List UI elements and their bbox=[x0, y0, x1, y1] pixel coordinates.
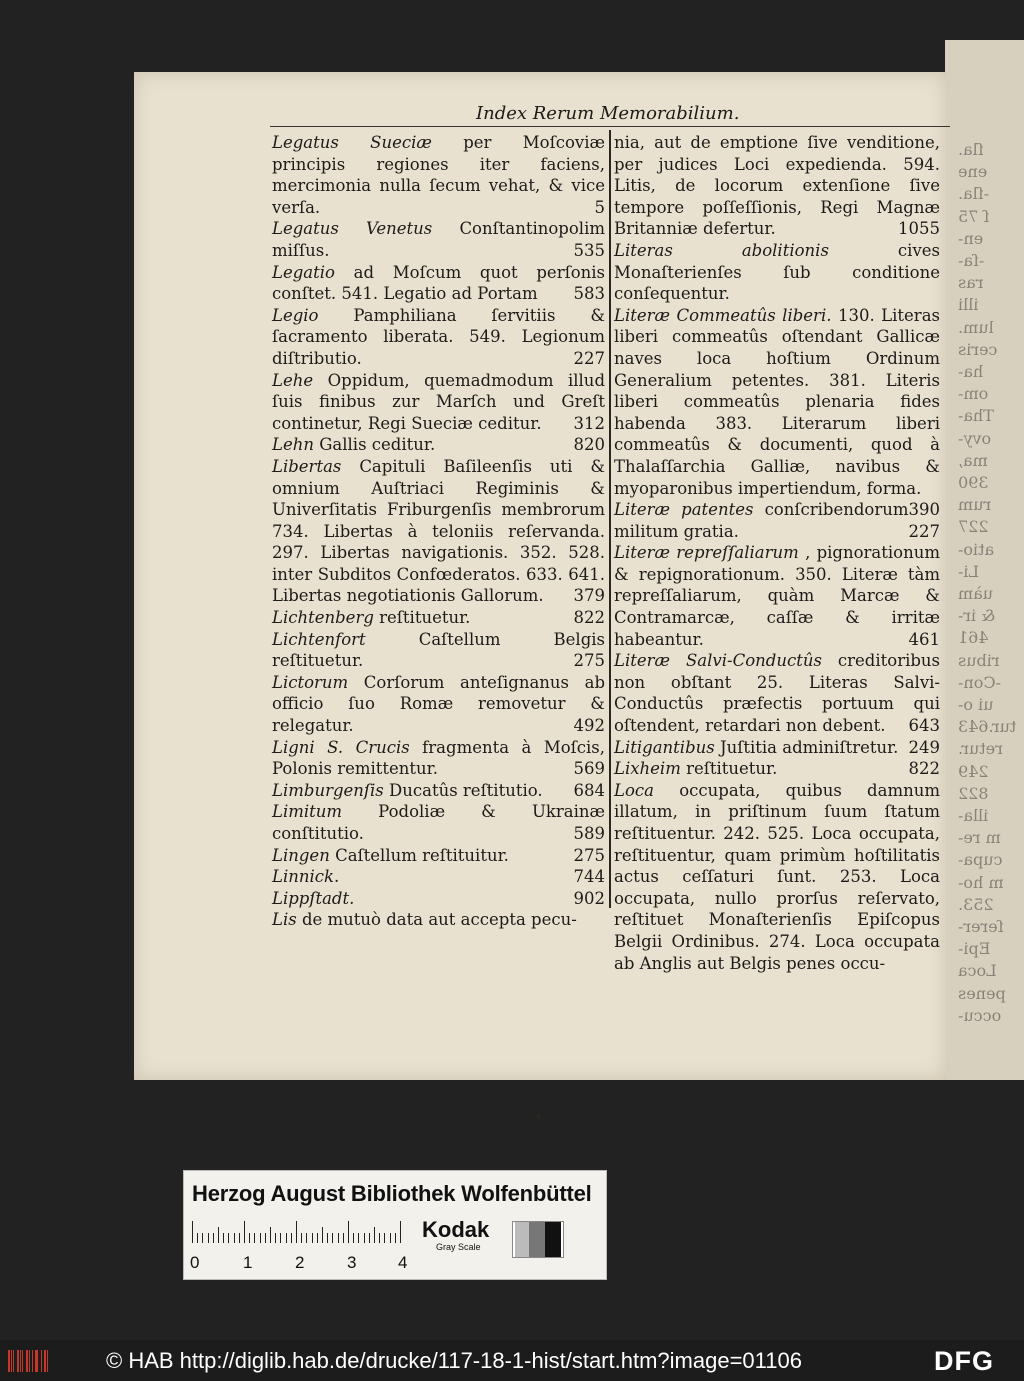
index-column-right bbox=[614, 132, 940, 974]
index-entry bbox=[272, 845, 605, 867]
entry-lemma: Lixheim bbox=[614, 759, 681, 779]
entry-text: fragmenta à Moſcis, Polonis remittentur. bbox=[272, 737, 605, 779]
index-entry bbox=[272, 801, 605, 844]
ghost-line: rum bbox=[958, 495, 992, 515]
entry-lemma: Literas abolitionis bbox=[614, 240, 829, 260]
ruler-tick bbox=[358, 1233, 359, 1243]
index-entry bbox=[614, 780, 940, 974]
ghost-line: m ho- bbox=[958, 872, 1004, 892]
ruler-tick bbox=[322, 1227, 323, 1243]
entry-lemma: Legatus Sueciæ bbox=[272, 133, 432, 152]
ruler-number: 2 bbox=[295, 1253, 305, 1272]
entry-lemma: Lictorum bbox=[272, 672, 349, 692]
entry-page-number: 379 bbox=[573, 586, 605, 606]
entry-lemma: Loca bbox=[614, 780, 654, 800]
ghost-line: en- bbox=[958, 228, 984, 248]
ruler-number: 4 bbox=[398, 1253, 408, 1272]
entry-lemma: Lehe bbox=[272, 370, 314, 390]
page-mark: ▾ bbox=[536, 1110, 543, 1124]
ruler-tick bbox=[327, 1233, 328, 1243]
ghost-line: -ſla. bbox=[958, 184, 990, 204]
index-entry bbox=[272, 132, 605, 218]
ghost-line: cupa- bbox=[958, 850, 1003, 870]
entry-text: reſtituetur. bbox=[379, 608, 471, 628]
ghost-line: ha- bbox=[958, 362, 984, 381]
entry-page-number: 902 bbox=[573, 888, 605, 908]
entry-lemma: Limburgenſis bbox=[272, 780, 384, 800]
hab-barcode-icon bbox=[8, 1350, 50, 1372]
ruler-tick bbox=[218, 1227, 219, 1243]
ruler-tick bbox=[379, 1233, 380, 1243]
index-entry bbox=[272, 888, 605, 910]
ruler-tick bbox=[348, 1221, 349, 1243]
ruler-number: 0 bbox=[190, 1253, 200, 1272]
ruler-number: 1 bbox=[243, 1253, 253, 1272]
ghost-line: 253. bbox=[958, 894, 994, 914]
entry-text: , pignorationum & repignorationum. 350. Literæ tàm repreſſaliarum, quàm Marcæ & Contramarcæ, caſſæ & irritæ habeantur. bbox=[614, 543, 941, 649]
ghost-line: occu- bbox=[958, 1005, 1002, 1025]
index-entry bbox=[614, 758, 940, 780]
entry-text: Gallis ceditur. bbox=[319, 435, 436, 455]
ruler-tick bbox=[306, 1233, 307, 1243]
index-entry bbox=[272, 737, 605, 780]
ruler-tick bbox=[296, 1221, 297, 1243]
ruler-tick bbox=[332, 1233, 333, 1243]
ruler-tick bbox=[364, 1233, 365, 1243]
entry-text: Podoliæ & Ukrainæ conſtitutio. bbox=[272, 802, 605, 843]
entry-text: Conſtantinopolim miſſus. bbox=[272, 219, 605, 260]
entry-text: Caſtellum Belgis reſtituetur. bbox=[272, 629, 606, 671]
ghost-line: -ſa- bbox=[958, 251, 985, 270]
ruler-tick bbox=[249, 1233, 250, 1243]
ghost-line: 822 bbox=[958, 783, 989, 803]
entry-page-number: 227 bbox=[908, 521, 940, 541]
ruler-tick bbox=[312, 1233, 313, 1243]
ghost-line: Li- bbox=[958, 561, 980, 581]
entry-page-number: 583 bbox=[573, 284, 605, 304]
entry-text: 130. Literas liberi commeatûs oſtendant Gallicæ naves loca hoſtium Ordinum Generalium petentes. 381. Literis liberi commeatûs plenaria fides habenda 383. Literarum liberi commeatûs & documenti, quod à Thalaſſarchia Galliæ, navibus & myoparonibus impertiendum, forma. bbox=[614, 305, 940, 498]
index-entry bbox=[272, 262, 605, 305]
ruler-tick bbox=[192, 1221, 193, 1243]
ruler-tick bbox=[400, 1221, 401, 1243]
ruler-tick bbox=[286, 1233, 287, 1243]
running-head: Index Rerum Memorabilium. bbox=[476, 103, 740, 124]
ruler-tick bbox=[353, 1233, 354, 1243]
index-entry bbox=[272, 866, 605, 888]
ruler-tick bbox=[208, 1233, 209, 1243]
entry-page-number: 275 bbox=[573, 845, 605, 865]
entry-page-number: 227 bbox=[573, 348, 605, 368]
index-column-left bbox=[272, 132, 605, 931]
ghost-line: ras bbox=[958, 273, 984, 293]
ghost-line: 249 bbox=[958, 761, 989, 781]
index-entry bbox=[272, 909, 605, 931]
ghost-line: Tha- bbox=[958, 406, 994, 426]
ghost-line: ui o- bbox=[958, 695, 994, 714]
ghost-line: ovy- bbox=[958, 428, 992, 448]
entry-text: Juſtitia adminiſtretur. bbox=[719, 737, 899, 757]
ruler-tick bbox=[280, 1233, 281, 1243]
column-rule bbox=[609, 130, 611, 908]
index-entry bbox=[614, 542, 940, 650]
entry-text: de mutuò data aut accepta pecu- bbox=[301, 910, 577, 930]
ruler-tick bbox=[202, 1233, 203, 1243]
ghost-line: uàm bbox=[958, 584, 994, 603]
entry-text: Oppidum, quemadmodum illud ſuis finibus zur Marſch und Greſt continetur, Regi Sueciæ ceditur. bbox=[272, 370, 606, 433]
entry-lemma: Legio bbox=[272, 305, 319, 325]
entry-text: Pamphiliana ſervitiis & ſacramento liberata. 549. Legionum diſtributio. bbox=[272, 305, 606, 368]
index-entry bbox=[272, 629, 605, 672]
entry-lemma: Lichtenberg bbox=[272, 608, 374, 628]
entry-text: nia, aut de emptione ſive venditione, per judices Loci expedienda. 594. Litis, de locorum extenſione ſive tempore poſſeſſionis, Regi Magnæ Britanniæ defertur. bbox=[614, 133, 940, 239]
ghost-line: ma, bbox=[958, 450, 988, 470]
ghost-line: illi bbox=[958, 295, 979, 315]
ruler-tick bbox=[317, 1233, 318, 1243]
ruler-tick bbox=[270, 1227, 271, 1243]
ghost-line: m re- bbox=[958, 828, 1001, 848]
entry-text: occupata, quibus damnum illatum, in priſtinum ſuum ſtatum reſtituentur. 242. 525. Loca occupata, reſtituentur, quam primùm hoſtilitatis actus ceſſaturi ſunt. 253. Loca occupata, nullo prorſus reſervato, reſtituet Monaſterienſis Epiſcopus Belgii Ordinibus. 274. Loca occupata ab Anglis aut Belgis penes occu- bbox=[614, 780, 940, 973]
entry-text: Capituli Baſileenſis uti & omnium Auſtriaci Regiminis & Univerſitatis Friburgenſis membrorum 734. Libertas à teloniis reſervanda. 297. Libertas navigationis. 352. 528. inter Subditos Confœderatos. 633. 641. Libertas negotiationis Gallorum. bbox=[272, 456, 606, 606]
index-entry bbox=[614, 650, 940, 736]
index-entry bbox=[272, 218, 605, 261]
ghost-line: retur. bbox=[958, 739, 1003, 759]
entry-lemma: Lingen bbox=[272, 845, 330, 865]
ruler-tick bbox=[244, 1221, 245, 1243]
copyright-url[interactable]: © HAB http://diglib.hab.de/drucke/117-18-1-hist/start.htm?image=01106 bbox=[106, 1348, 802, 1373]
entry-text: cives Monaſterienſes ſub conditione conſequentur. bbox=[614, 240, 940, 304]
entry-page-number: 744 bbox=[573, 867, 605, 887]
index-entry bbox=[272, 305, 605, 370]
entry-page-number: 5 bbox=[594, 197, 605, 217]
index-entry bbox=[272, 607, 605, 629]
entry-page-number: 312 bbox=[573, 413, 605, 433]
entry-page-number: 1055 bbox=[898, 219, 940, 239]
entry-lemma: Lippſtadt. bbox=[272, 888, 355, 908]
ruler-tick bbox=[343, 1233, 344, 1243]
entry-page-number: 643 bbox=[908, 716, 940, 736]
entry-text: creditoribus non obſtant 25. Literas Salvi-Conductûs præfectis portuum qui oſtendent, retardari non debent. bbox=[614, 651, 941, 736]
kodak-logo: Kodak bbox=[422, 1217, 490, 1242]
index-entry bbox=[272, 434, 605, 456]
index-entry bbox=[614, 737, 940, 759]
entry-text: Corſorum anteſignanus ab officio ſuo Romæ removetur & relegatur. bbox=[272, 672, 606, 736]
ruler-tick bbox=[223, 1233, 224, 1243]
ghost-line: ſ 75 bbox=[958, 206, 990, 226]
entry-lemma: Literæ Commeatûs liberi. bbox=[614, 305, 832, 325]
entry-lemma: Libertas bbox=[272, 456, 342, 476]
library-name: Herzog August Bibliothek Wolfenbüttel bbox=[192, 1181, 592, 1206]
ghost-line: lum. bbox=[958, 317, 994, 337]
ruler-tick bbox=[338, 1233, 339, 1243]
index-entry bbox=[272, 456, 605, 607]
ruler-tick bbox=[390, 1233, 391, 1243]
ruler-tick bbox=[374, 1227, 375, 1243]
gray-swatch bbox=[512, 1221, 564, 1258]
ruler-tick bbox=[239, 1233, 240, 1243]
entry-lemma: Limitum bbox=[272, 802, 343, 822]
head-rule bbox=[270, 126, 950, 127]
entry-page-number: 822 bbox=[908, 759, 940, 779]
ghost-line: 227 bbox=[958, 517, 989, 537]
ruler-tick bbox=[254, 1233, 255, 1243]
ghost-line: penes bbox=[958, 983, 1006, 1003]
entry-text: per Moſcoviæ principis regiones iter faciens, mercimonia nulla ſecum vehat, & vice verſa. bbox=[272, 133, 605, 217]
ghost-line: illa- bbox=[958, 806, 989, 825]
ghost-line: om- bbox=[958, 384, 989, 404]
entry-text: conſcribendorum militum gratia. bbox=[614, 500, 909, 541]
ghost-line: ene bbox=[958, 162, 988, 182]
ruler-tick bbox=[369, 1233, 370, 1243]
ruler-tick bbox=[197, 1233, 198, 1243]
ruler-tick bbox=[213, 1233, 214, 1243]
ghost-line: 461 bbox=[958, 628, 989, 648]
ghost-line: tur.643 bbox=[958, 717, 1017, 737]
entry-lemma: Literæ Salvi-Conductûs bbox=[614, 651, 822, 671]
entry-page-number: 684 bbox=[573, 780, 605, 800]
dfg-logo: DFG bbox=[934, 1346, 994, 1376]
ruler-tick bbox=[395, 1233, 396, 1243]
ruler bbox=[192, 1221, 412, 1243]
entry-text: ad Moſcum quot perſonis conſtet. 541. Legatio ad Portam bbox=[272, 262, 605, 304]
entry-lemma: Literæ repreſſaliarum bbox=[614, 543, 799, 563]
ruler-tick bbox=[275, 1233, 276, 1243]
index-entry bbox=[272, 780, 605, 802]
entry-lemma: Lichtenfort bbox=[272, 629, 366, 649]
ruler-tick bbox=[260, 1233, 261, 1243]
ruler-tick bbox=[301, 1233, 302, 1243]
ghost-line: & ir- bbox=[958, 606, 996, 626]
entry-lemma: Legatus Venetus bbox=[272, 219, 433, 239]
ghost-line: ribus bbox=[958, 650, 1000, 670]
viewer-footer bbox=[0, 1340, 1024, 1381]
ghost-line: -Con- bbox=[958, 672, 1001, 692]
entry-lemma: Lehn bbox=[272, 435, 314, 455]
entry-lemma: Linnick. bbox=[272, 867, 340, 887]
entry-page-number: 461 bbox=[908, 629, 940, 649]
ruler-tick bbox=[228, 1233, 229, 1243]
entry-page-number: 822 bbox=[573, 608, 605, 628]
entry-page-number: 390 bbox=[908, 500, 940, 520]
entry-lemma: Literæ patentes bbox=[614, 500, 754, 520]
ruler-tick bbox=[234, 1233, 235, 1243]
index-entry bbox=[614, 240, 940, 305]
ghost-line: Epi- bbox=[958, 939, 991, 959]
ghost-line: atio- bbox=[958, 539, 995, 559]
entry-page-number: 589 bbox=[573, 824, 605, 843]
ghost-line: Loca bbox=[958, 961, 997, 981]
color-scale-card bbox=[183, 1170, 607, 1280]
entry-page-number: 275 bbox=[573, 651, 605, 671]
entry-lemma: Legatio bbox=[272, 262, 335, 282]
ghost-line: ceris bbox=[958, 339, 998, 359]
index-entry bbox=[614, 132, 940, 240]
entry-page-number: 492 bbox=[573, 716, 605, 736]
ghost-line: 390 bbox=[958, 473, 989, 492]
ruler-tick bbox=[384, 1233, 385, 1243]
ghost-line: ſla. bbox=[958, 140, 984, 159]
entry-text: reſtituetur. bbox=[686, 759, 778, 779]
entry-page-number: 249 bbox=[908, 737, 940, 757]
ruler-tick bbox=[291, 1233, 292, 1243]
gray-scale-label: Gray Scale bbox=[436, 1242, 481, 1252]
ruler-tick bbox=[265, 1233, 266, 1243]
entry-text: Ducatûs reſtitutio. bbox=[389, 780, 543, 800]
ghost-line: ſerer- bbox=[958, 917, 1004, 936]
entry-page-number: 820 bbox=[573, 435, 605, 455]
entry-text: Caſtellum reſtituitur. bbox=[335, 845, 509, 865]
entry-lemma: Lis bbox=[272, 910, 297, 930]
entry-lemma: Litigantibus bbox=[614, 737, 715, 757]
entry-lemma: Ligni S. Crucis bbox=[272, 737, 410, 757]
ruler-number: 3 bbox=[347, 1253, 357, 1272]
entry-page-number: 569 bbox=[573, 759, 605, 779]
index-entry bbox=[272, 370, 605, 435]
index-entry bbox=[272, 672, 605, 737]
index-entry bbox=[614, 499, 940, 542]
entry-page-number: 535 bbox=[573, 240, 605, 260]
